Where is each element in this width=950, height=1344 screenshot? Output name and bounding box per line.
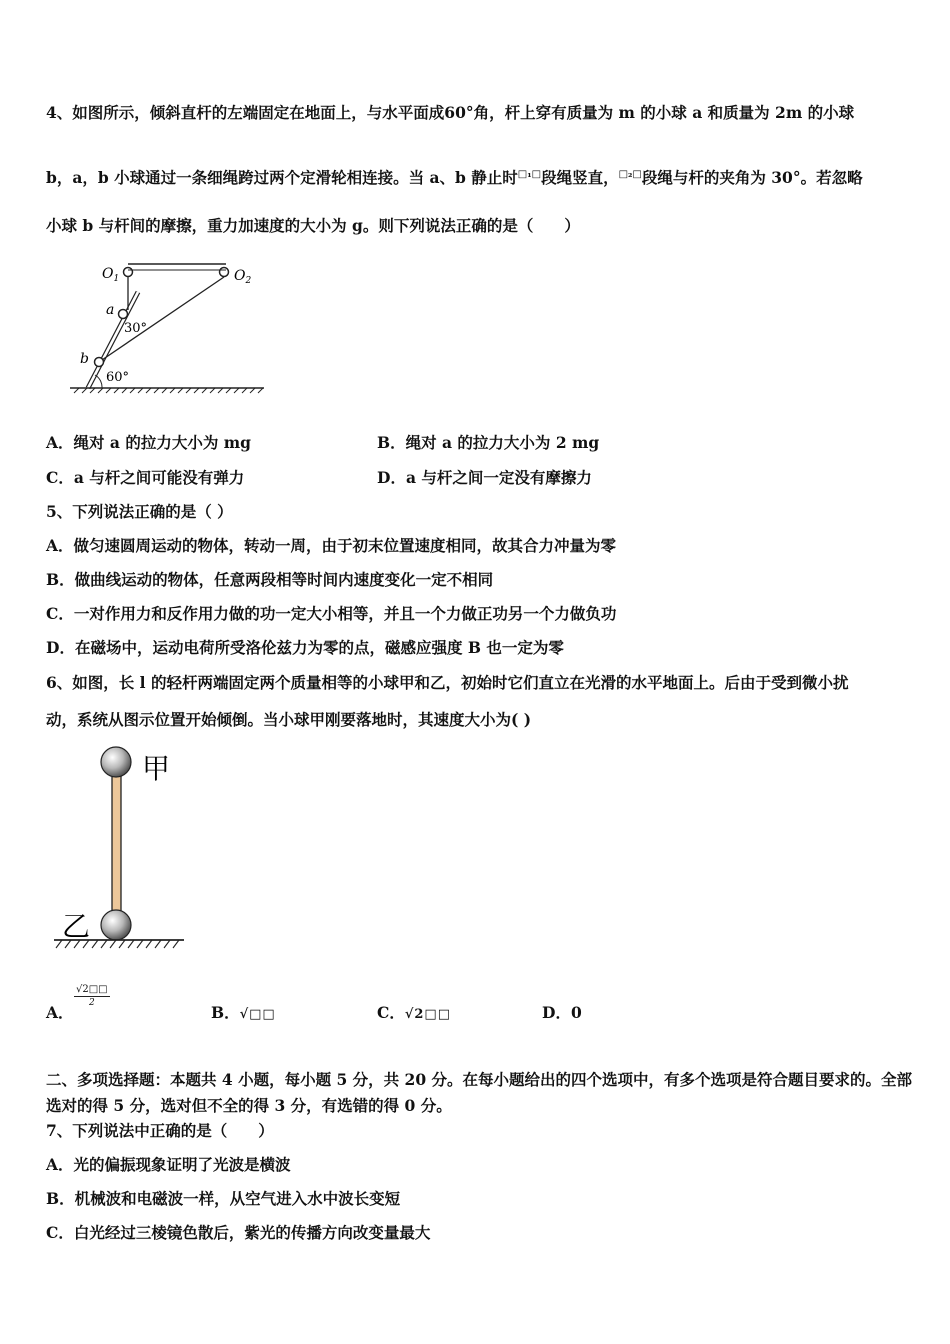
label-30: 30° bbox=[124, 321, 148, 336]
q7-option-c[interactable]: C．白光经过三棱镜色散后，紫光的传播方向改变量最大 bbox=[46, 1223, 431, 1242]
label-o2: $O_2$ bbox=[234, 268, 252, 286]
q5-option-c[interactable]: C．一对作用力和反作用力做的功一定大小相等，并且一个力做正功另一个力做负功 bbox=[46, 604, 617, 623]
q7-option-b[interactable]: B．机械波和电磁波一样，从空气进入水中波长变短 bbox=[46, 1189, 401, 1208]
q6-option-a-label: A． bbox=[46, 1003, 74, 1022]
q7-stem: 7、下列说法中正确的是（ ） bbox=[46, 1121, 274, 1140]
fraction-denominator: 2 bbox=[88, 998, 95, 1008]
q4-figure bbox=[66, 250, 276, 398]
pulley-o1 bbox=[124, 268, 133, 277]
q6-option-b[interactable] bbox=[211, 1001, 276, 1023]
q4-line2c: 段绳与杆的夹角为 30°。若忽略 bbox=[641, 168, 863, 187]
q5-stem: 5、下列说法正确的是（ ） bbox=[46, 502, 233, 521]
label-jia: 甲 bbox=[142, 752, 171, 785]
ball-yi bbox=[101, 910, 131, 940]
q5-option-a[interactable]: A．做匀速圆周运动的物体，转动一周，由于初末位置速度相同，故其合力冲量为零 bbox=[46, 536, 617, 555]
section2-intro: 二、多项选择题：本题共 4 小题，每小题 5 分，共 20 分。在每小题给出的四个选项中，有多个选项是符合题目要求的。全部选对的得 5 分，选对但不全的得 3 分，有选错的得 0 分。 bbox=[46, 1070, 913, 1115]
ball-b bbox=[95, 358, 104, 367]
q4-option-b[interactable]: B．绳对 a 的拉力大小为 2 mg bbox=[377, 433, 600, 452]
missing-glyph-icon: □₁□ bbox=[517, 169, 542, 180]
pulley-o2 bbox=[220, 268, 229, 277]
q6-option-c[interactable] bbox=[377, 1001, 451, 1023]
q4-option-c[interactable]: C．a 与杆之间可能没有弹力 bbox=[46, 468, 245, 487]
q6-line1: 6、如图，长 l 的轻杆两端固定两个质量相等的小球甲和乙，初始时它们直立在光滑的水平地面上。后由于受到微小扰 bbox=[46, 673, 849, 692]
label-a: a bbox=[106, 302, 115, 318]
light-rod bbox=[112, 776, 121, 912]
label-o1: $O_1$ bbox=[102, 266, 120, 284]
q5-option-d[interactable]: D．在磁场中，运动电荷所受洛伦兹力为零的点，磁感应强度 B 也一定为零 bbox=[46, 638, 564, 657]
q6-option-c-label: C． bbox=[377, 1003, 405, 1022]
label-60: 60° bbox=[106, 370, 130, 385]
q6-line2: 动，系统从图示位置开始倾倒。当小球甲刚要落地时，其速度大小为( ) bbox=[46, 710, 532, 729]
q4-line2a: b，a，b 小球通过一条细绳跨过两个定滑轮相连接。当 a、b 静止时 bbox=[46, 168, 518, 187]
q4-option-d[interactable]: D．a 与杆之间一定没有摩擦力 bbox=[377, 468, 592, 487]
q6-option-c-value: √2□□ bbox=[404, 1007, 451, 1022]
ball-jia bbox=[101, 747, 131, 777]
missing-glyph-icon: □₂□ bbox=[618, 169, 642, 180]
q6-option-b-label: B． bbox=[211, 1003, 240, 1022]
q6-option-d[interactable]: D．0 bbox=[542, 1003, 582, 1022]
q6-option-b-value: √□□ bbox=[239, 1007, 276, 1022]
q6-option-a[interactable] bbox=[46, 1001, 74, 1023]
q4-line2b: 段绳竖直， bbox=[541, 168, 619, 187]
q5-option-b[interactable]: B．做曲线运动的物体，任意两段相等时间内速度变化一定不相同 bbox=[46, 570, 494, 589]
q6-figure bbox=[50, 740, 200, 955]
q4-line1: 4、如图所示，倾斜直杆的左端固定在地面上，与水平面成60°角，杆上穿有质量为 m 的小球 a 和质量为 2m 的小球 bbox=[46, 103, 855, 122]
q4-option-a[interactable]: A．绳对 a 的拉力大小为 mg bbox=[46, 433, 251, 452]
rope-slant bbox=[99, 277, 224, 362]
q7-option-a[interactable]: A．光的偏振现象证明了光波是横波 bbox=[46, 1155, 291, 1174]
q6-option-a-fraction bbox=[74, 984, 110, 1009]
q4-line3: 小球 b 与杆间的摩擦，重力加速度的大小为 g。则下列说法正确的是（ ） bbox=[46, 216, 580, 235]
q4-line2 bbox=[46, 166, 863, 188]
label-b: b bbox=[80, 351, 89, 367]
ball-a bbox=[119, 310, 128, 319]
fraction-numerator: √2□□ bbox=[76, 984, 108, 995]
label-yi: 乙 bbox=[62, 910, 91, 943]
